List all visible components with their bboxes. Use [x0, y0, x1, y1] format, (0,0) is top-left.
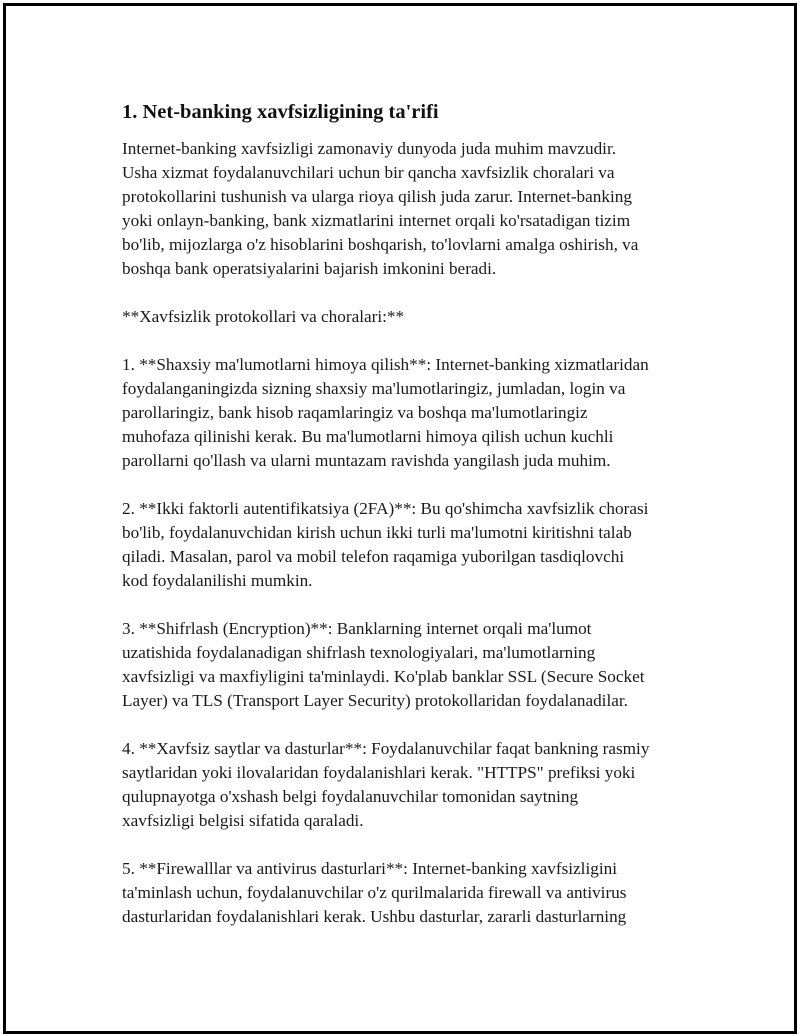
paragraph-intro: [122, 137, 712, 281]
text-line: 5. **Firewalllar va antivirus dasturlari**: Internet-banking xavfsizligini: [122, 859, 617, 878]
text-line: 1. **Shaxsiy ma'lumotlarni himoya qilish**: Internet-banking xizmatlaridan: [122, 355, 649, 374]
text-line: parollarni qo'llash va ularni muntazam ravishda yangilash juda muhim.: [122, 451, 611, 470]
paragraph-item-3: [122, 617, 712, 713]
document-title: 1. Net-banking xavfsizligining ta'rifi: [122, 101, 439, 123]
text-line: boshqa bank operatsiyalarini bajarish imkonini beradi.: [122, 259, 497, 278]
document-body: [122, 99, 712, 953]
text-line: ta'minlash uchun, foydalanuvchilar o'z qurilmalarida firewall va antivirus: [122, 883, 627, 902]
text-line: yoki onlayn-banking, bank xizmatlarini internet orqali ko'rsatadigan tizim: [122, 211, 631, 230]
text-line: muhofaza qilinishi kerak. Bu ma'lumotlarni himoya qilish uchun kuchli: [122, 427, 614, 446]
text-line: Usha xizmat foydalanuvchilari uchun bir qancha xavfsizlik choralari va: [122, 163, 615, 182]
text-line: qiladi. Masalan, parol va mobil telefon raqamiga yuborilgan tasdiqlovchi: [122, 547, 625, 566]
text-line: dasturlaridan foydalanishlari kerak. Ushbu dasturlar, zararli dasturlarning: [122, 907, 627, 926]
paragraph-item-1: [122, 353, 712, 473]
text-line: bo'lib, foydalanuvchidan kirish uchun ikki turli ma'lumotni kiritishni talab: [122, 523, 632, 542]
page-frame: [3, 3, 797, 1034]
paragraph-section-heading: [122, 305, 712, 329]
text-line: 2. **Ikki faktorli autentifikatsiya (2FA)**: Bu qo'shimcha xavfsizlik chorasi: [122, 499, 649, 518]
text-line: kod foydalanilishi mumkin.: [122, 571, 313, 590]
text-line: xavfsizligi va maxfiyligini ta'minlaydi. Ko'plab banklar SSL (Secure Socket: [122, 667, 645, 686]
text-line: **Xavfsizlik protokollari va choralari:**: [122, 307, 405, 326]
text-line: bo'lib, mijozlarga o'z hisoblarini boshqarish, to'lovlarni amalga oshirish, va: [122, 235, 639, 254]
paragraph-item-4: [122, 737, 712, 833]
paragraph-item-2: [122, 497, 712, 593]
paragraph-item-5: [122, 857, 712, 929]
text-line: 3. **Shifrlash (Encryption)**: Banklarning internet orqali ma'lumot: [122, 619, 592, 638]
text-line: Internet-banking xavfsizligi zamonaviy dunyoda juda muhim mavzudir.: [122, 139, 617, 158]
text-line: Layer) va TLS (Transport Layer Security) protokollaridan foydalanadilar.: [122, 691, 628, 710]
text-line: qulupnayotga o'xshash belgi foydalanuvchilar tomonidan saytning: [122, 787, 579, 806]
text-line: xavfsizligi belgisi sifatida qaraladi.: [122, 811, 364, 830]
text-line: protokollarini tushunish va ularga rioya qilish juda zarur. Internet-banking: [122, 187, 632, 206]
text-line: saytlaridan yoki ilovalaridan foydalanishlari kerak. "HTTPS" prefiksi yoki: [122, 763, 636, 782]
text-line: uzatishida foydalanadigan shifrlash texnologiyalari, ma'lumotlarning: [122, 643, 596, 662]
text-line: 4. **Xavfsiz saytlar va dasturlar**: Foydalanuvchilar faqat bankning rasmiy: [122, 739, 650, 758]
text-line: foydalanganingizda sizning shaxsiy ma'lumotlaringiz, jumladan, login va: [122, 379, 626, 398]
text-line: parollaringiz, bank hisob raqamlaringiz va boshqa ma'lumotlaringiz: [122, 403, 588, 422]
